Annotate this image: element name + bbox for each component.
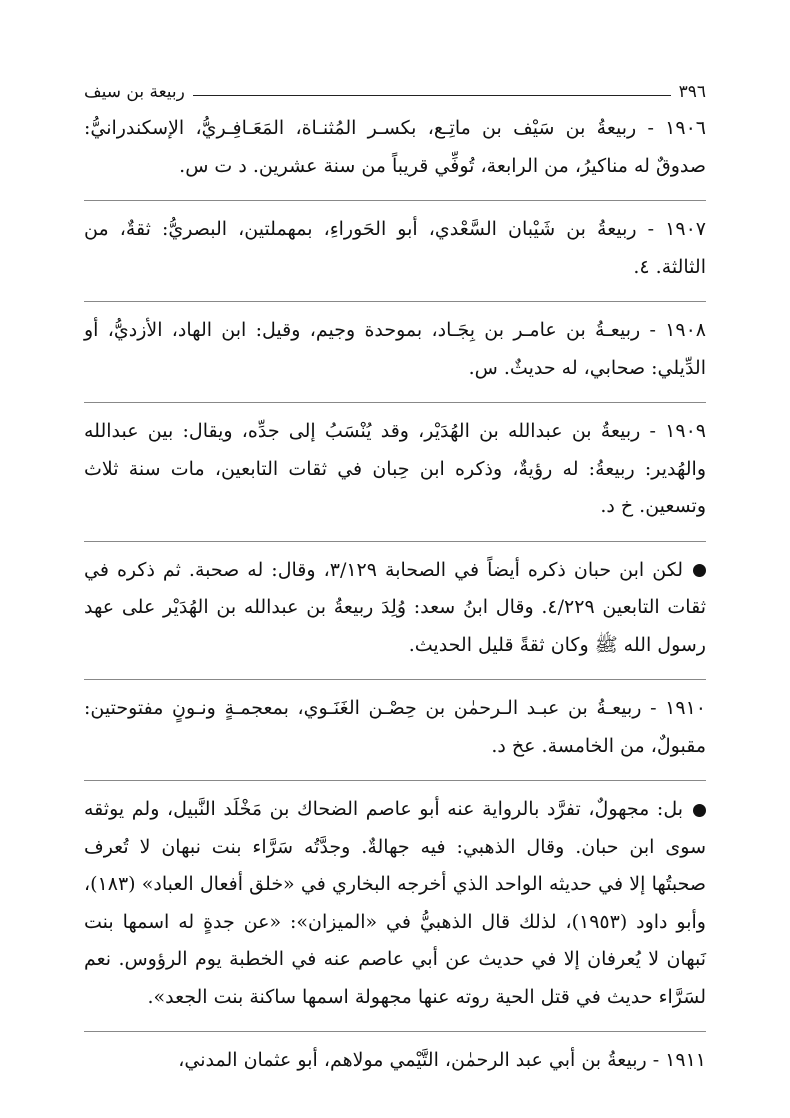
header-rule: [193, 95, 671, 96]
editorial-note-1909: [84, 552, 706, 665]
entry-divider: [84, 780, 706, 781]
entry-divider: [84, 541, 706, 542]
entry-divider: [84, 679, 706, 680]
entry-1908: ١٩٠٨ - ربيعـةُ بن عامـر بن بِجَـاد، بموحدة وجيم، وقيل: ابن الهاد، الأزديُّ، أو الدِّيلي: صحابي، له حديثٌ. س.: [84, 319, 706, 379]
entry-divider: [84, 301, 706, 302]
entry-1910: ١٩١٠ - ربيعـةُ بن عبـد الـرحمٰن بن حِصْـن الغَنَـوي، بمعجمـةٍ ونـونٍ مفتوحتين: مقبولٌ، من الخامسة. عخ د.: [84, 697, 706, 757]
editorial-note-1910: [84, 791, 706, 1016]
page-body: [84, 72, 706, 1080]
running-header: [84, 72, 706, 102]
bullet-icon: [693, 804, 706, 817]
entry-divider: [84, 1031, 706, 1032]
entry-1911: ١٩١١ - ربيعةُ بن أبي عبد الرحمٰن، التَّيْمي مولاهم، أبو عثمان المدني،: [178, 1049, 706, 1071]
page-number: ٣٩٦: [678, 82, 706, 102]
entry-divider: [84, 402, 706, 403]
bullet-icon: [693, 564, 706, 577]
entry-1906: ١٩٠٦ - ربيعةُ بن سَيْف بن ماتِـع، بكسـر المُثنـاة، المَعَـافِـريُّ، الإسكندرانيُّ: صدوقٌ له مناكيرُ، من الرابعة، تُوفِّي قريباً من سنة عشرين. د ت س.: [84, 117, 706, 177]
entry-1909: ١٩٠٩ - ربيعةُ بن عبدالله بن الهُدَيْر، وقد يُنْسَبُ إلى جدِّه، ويقال: بين عبدالله والهُدير: ربيعةُ: له رؤيةٌ، وذكره ابن حِبان في ثقات التابعين، مات سنة ثلاث وتسعين. خ د.: [84, 420, 706, 517]
note-text: بل: مجهولٌ، تفرَّد بالرواية عنه أبو عاصم الضحاك بن مَخْلَد النَّبيل، ولم يوثقه سوى ابن حبان. وقال الذهبي: فيه جهالةٌ. وجدَّتُه سَرَّاء بنت نبهان لا تُعرف صحبتُها إلا في حديثه الواحد الذي أخرجه البخاري في «خلق أفعال العباد» (١٨٣)، وأبو داود (١٩٥٣)، لذلك قال الذهبيُّ في «الميزان»: «عن جدةٍ له اسمها بنت نَبهان لا يُعرفان إلا في حديث عن أبي عاصم عنه في الخطبة يوم الرؤوس. نعم لسَرَّاء حديث في قتل الحية روته عنها مجهولة اسمها ساكنة بنت الجعد».: [84, 798, 706, 1008]
entry-divider: [84, 200, 706, 201]
entry-1907: ١٩٠٧ - ربيعةُ بن شَيْبان السَّعْدي، أبو الحَوراءِ، بمهملتين، البصريُّ: ثقةٌ، من الثالثة. ٤.: [84, 218, 706, 278]
running-title: ربيعة بن سيف: [84, 82, 185, 102]
note-text: لكن ابن حبان ذكره أيضاً في الصحابة ٣/١٢٩، وقال: له صحبة. ثم ذكره في ثقات التابعين ٤/٢٢٩. وقال ابنُ سعد: وُلِدَ ربيعةُ بن عبدالله بن الهُدَيْر على عهد رسول الله ﷺ وكان ثقةً قليل الحديث.: [84, 558, 706, 656]
